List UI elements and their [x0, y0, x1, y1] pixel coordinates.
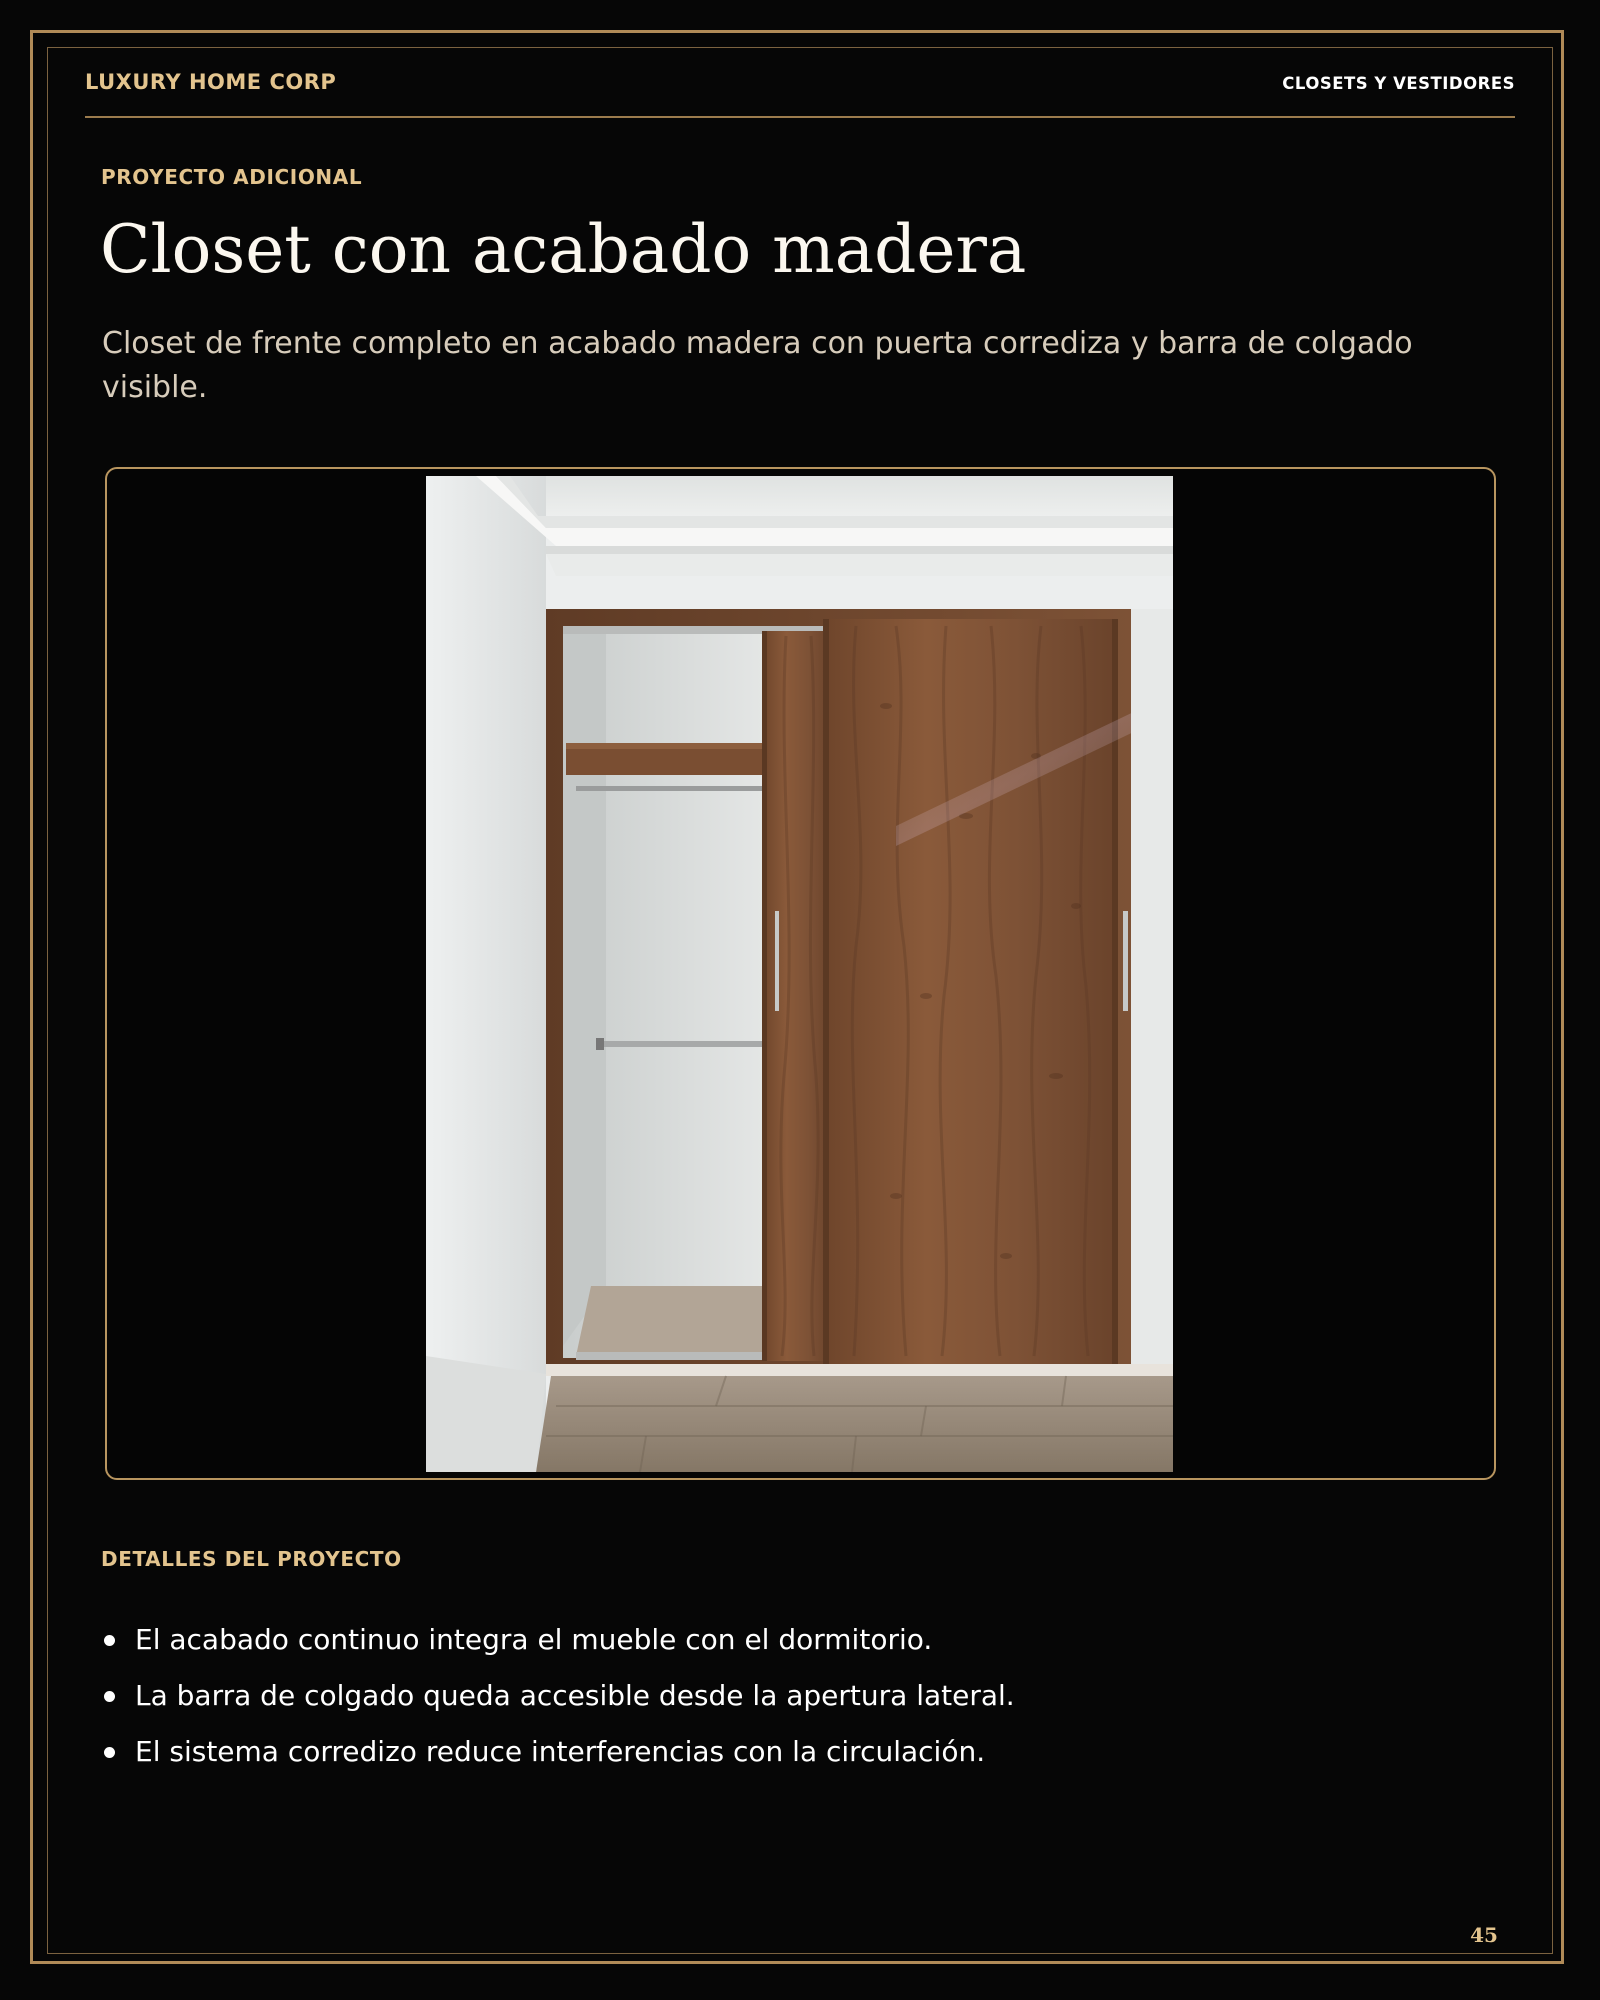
list-item — [101, 1668, 1501, 1724]
list-item-text: El sistema corredizo reduce interferencias con la circulación. — [135, 1735, 986, 1768]
details-heading: DETALLES DEL PROYECTO — [101, 1547, 402, 1571]
list-item-text: El acabado continuo integra el mueble con el dormitorio. — [135, 1623, 933, 1656]
project-eyebrow: PROYECTO ADICIONAL — [101, 165, 363, 189]
closet-photo — [426, 476, 1173, 1472]
page-title: Closet con acabado madera — [100, 211, 1027, 288]
list-item — [101, 1612, 1501, 1668]
list-item — [101, 1724, 1501, 1780]
header-divider — [85, 116, 1515, 118]
page-subtitle: Closet de frente completo en acabado madera con puerta corrediza y barra de colgado visible. — [102, 326, 1413, 405]
bullet-icon — [104, 1635, 115, 1646]
details-list — [101, 1612, 1501, 1780]
list-item-text: La barra de colgado queda accesible desde la apertura lateral. — [135, 1679, 1015, 1712]
photo-frame — [105, 467, 1496, 1480]
section-title: CLOSETS Y VESTIDORES — [1282, 74, 1515, 93]
bullet-icon — [104, 1747, 115, 1758]
bullet-icon — [104, 1691, 115, 1702]
page-number: 45 — [1440, 1920, 1528, 1950]
brand-name: LUXURY HOME CORP — [85, 70, 337, 94]
